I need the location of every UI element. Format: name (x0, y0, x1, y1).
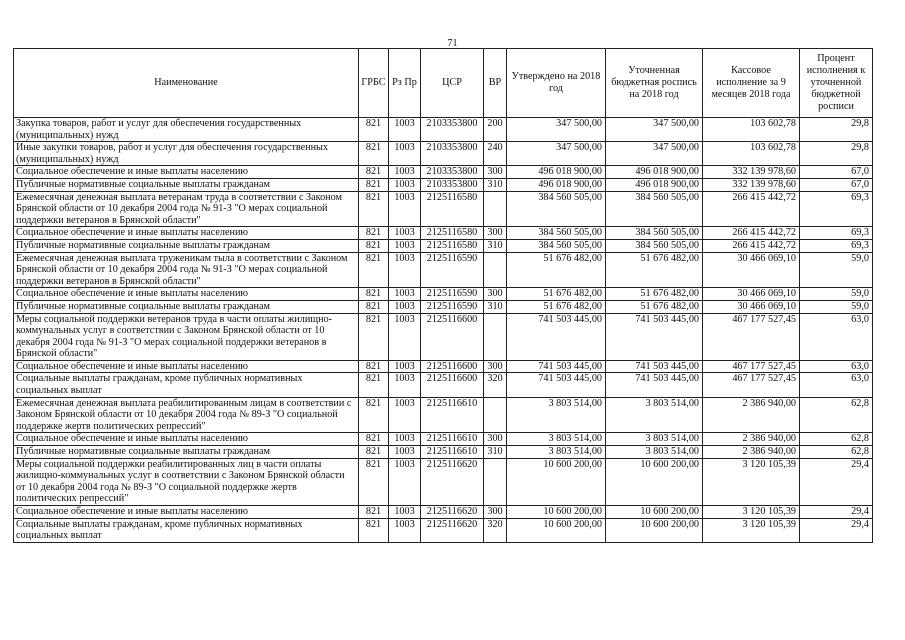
row-grbs-cell: 821 (359, 288, 389, 301)
row-percent-cell: 67,0 (800, 178, 873, 191)
row-rzpr-cell: 1003 (389, 433, 421, 446)
row-vr-cell: 310 (484, 446, 507, 459)
row-vr-cell: 200 (484, 118, 507, 142)
row-vr-cell: 300 (484, 288, 507, 301)
row-refined-cell: 741 503 445,00 (606, 313, 703, 360)
row-cash-cell: 2 386 940,00 (703, 397, 800, 433)
row-grbs-cell: 821 (359, 166, 389, 179)
row-csr-cell: 2103353800 (421, 166, 484, 179)
row-rzpr-cell: 1003 (389, 446, 421, 459)
row-rzpr-cell: 1003 (389, 518, 421, 542)
header-refined: Уточненная бюджетная роспись на 2018 год (606, 49, 703, 118)
table-row (14, 458, 873, 505)
row-percent-cell: 29,8 (800, 142, 873, 166)
row-approved-cell: 51 676 482,00 (507, 252, 606, 288)
row-refined-cell: 51 676 482,00 (606, 252, 703, 288)
header-rzpr: Рз Пр (389, 49, 421, 118)
row-cash-cell: 467 177 527,45 (703, 360, 800, 373)
row-name-cell: Ежемесячная денежная выплата труженикам тыла в соответствии с Законом Брянской области от 10 декабря 2004 года № 91-З "О мерах социальной поддержки ветеранов в Брянской области" (14, 252, 359, 288)
row-cash-cell: 467 177 527,45 (703, 313, 800, 360)
row-approved-cell: 496 018 900,00 (507, 166, 606, 179)
row-csr-cell: 2125116620 (421, 518, 484, 542)
row-rzpr-cell: 1003 (389, 239, 421, 252)
header-row (14, 49, 873, 118)
header-percent: Процент исполнения к уточненной бюджетной росписи (800, 49, 873, 118)
row-csr-cell: 2125116610 (421, 433, 484, 446)
row-grbs-cell: 821 (359, 446, 389, 459)
row-percent-cell: 29,4 (800, 506, 873, 519)
table-row (14, 142, 873, 166)
header-vr: ВР (484, 49, 507, 118)
row-approved-cell: 384 560 505,00 (507, 191, 606, 227)
row-approved-cell: 384 560 505,00 (507, 227, 606, 240)
row-vr-cell: 310 (484, 300, 507, 313)
row-cash-cell: 30 466 069,10 (703, 252, 800, 288)
row-grbs-cell: 821 (359, 178, 389, 191)
row-approved-cell: 3 803 514,00 (507, 397, 606, 433)
row-grbs-cell: 821 (359, 433, 389, 446)
row-vr-cell: 240 (484, 142, 507, 166)
row-cash-cell: 103 602,78 (703, 142, 800, 166)
table-row (14, 178, 873, 191)
row-refined-cell: 347 500,00 (606, 142, 703, 166)
row-refined-cell: 51 676 482,00 (606, 300, 703, 313)
row-csr-cell: 2103353800 (421, 142, 484, 166)
table-row (14, 313, 873, 360)
row-csr-cell: 2125116620 (421, 458, 484, 505)
row-refined-cell: 3 803 514,00 (606, 397, 703, 433)
row-rzpr-cell: 1003 (389, 397, 421, 433)
row-name-cell: Социальные выплаты гражданам, кроме публичных нормативных социальных выплат (14, 518, 359, 542)
row-refined-cell: 10 600 200,00 (606, 506, 703, 519)
row-grbs-cell: 821 (359, 239, 389, 252)
row-refined-cell: 3 803 514,00 (606, 433, 703, 446)
row-cash-cell: 266 415 442,72 (703, 239, 800, 252)
row-name-cell: Иные закупки товаров, работ и услуг для обеспечения государственных (муниципальных) нужд (14, 142, 359, 166)
row-refined-cell: 10 600 200,00 (606, 458, 703, 505)
row-approved-cell: 496 018 900,00 (507, 178, 606, 191)
row-rzpr-cell: 1003 (389, 300, 421, 313)
row-grbs-cell: 821 (359, 518, 389, 542)
row-cash-cell: 266 415 442,72 (703, 191, 800, 227)
row-vr-cell (484, 397, 507, 433)
table-body (14, 118, 873, 543)
table-row (14, 360, 873, 373)
row-name-cell: Социальное обеспечение и иные выплаты населению (14, 506, 359, 519)
row-approved-cell: 51 676 482,00 (507, 300, 606, 313)
table-row (14, 518, 873, 542)
row-refined-cell: 384 560 505,00 (606, 227, 703, 240)
row-percent-cell: 29,8 (800, 118, 873, 142)
table-row (14, 166, 873, 179)
row-vr-cell (484, 458, 507, 505)
row-vr-cell: 300 (484, 166, 507, 179)
row-name-cell: Меры социальной поддержки реабилитированных лиц в части оплаты жилищно-коммунальных услуг в соответствии с Законом Брянской области от 10 декабря 2004 года № 89-З "О социальной поддержке жертв политических репрессий" (14, 458, 359, 505)
row-cash-cell: 266 415 442,72 (703, 227, 800, 240)
row-cash-cell: 467 177 527,45 (703, 373, 800, 397)
row-percent-cell: 29,4 (800, 518, 873, 542)
row-approved-cell: 3 803 514,00 (507, 433, 606, 446)
table-row (14, 506, 873, 519)
row-vr-cell: 320 (484, 373, 507, 397)
row-name-cell: Социальное обеспечение и иные выплаты населению (14, 433, 359, 446)
row-rzpr-cell: 1003 (389, 118, 421, 142)
row-name-cell: Социальное обеспечение и иные выплаты населению (14, 227, 359, 240)
row-name-cell: Публичные нормативные социальные выплаты гражданам (14, 178, 359, 191)
row-percent-cell: 29,4 (800, 458, 873, 505)
row-rzpr-cell: 1003 (389, 313, 421, 360)
row-csr-cell: 2125116590 (421, 252, 484, 288)
row-cash-cell: 103 602,78 (703, 118, 800, 142)
row-cash-cell: 332 139 978,60 (703, 166, 800, 179)
row-vr-cell (484, 252, 507, 288)
row-percent-cell: 67,0 (800, 166, 873, 179)
row-csr-cell: 2125116610 (421, 397, 484, 433)
row-approved-cell: 741 503 445,00 (507, 373, 606, 397)
row-refined-cell: 496 018 900,00 (606, 178, 703, 191)
table-row (14, 300, 873, 313)
row-percent-cell: 59,0 (800, 252, 873, 288)
row-percent-cell: 63,0 (800, 360, 873, 373)
row-rzpr-cell: 1003 (389, 458, 421, 505)
row-approved-cell: 741 503 445,00 (507, 313, 606, 360)
table-row (14, 373, 873, 397)
row-name-cell: Социальное обеспечение и иные выплаты населению (14, 288, 359, 301)
row-vr-cell: 320 (484, 518, 507, 542)
budget-table (13, 48, 873, 543)
table-row (14, 191, 873, 227)
row-name-cell: Публичные нормативные социальные выплаты гражданам (14, 446, 359, 459)
row-grbs-cell: 821 (359, 397, 389, 433)
row-csr-cell: 2125116610 (421, 446, 484, 459)
row-name-cell: Социальное обеспечение и иные выплаты населению (14, 166, 359, 179)
row-percent-cell: 69,3 (800, 191, 873, 227)
table-row (14, 227, 873, 240)
table-row (14, 446, 873, 459)
row-vr-cell: 300 (484, 433, 507, 446)
row-rzpr-cell: 1003 (389, 373, 421, 397)
row-csr-cell: 2103353800 (421, 118, 484, 142)
table-row (14, 252, 873, 288)
row-name-cell: Ежемесячная денежная выплата ветеранам труда в соответствии с Законом Брянской области от 10 декабря 2004 года № 91-З "О мерах социальной поддержки ветеранов в Брянской области" (14, 191, 359, 227)
row-refined-cell: 3 803 514,00 (606, 446, 703, 459)
table-row (14, 433, 873, 446)
row-rzpr-cell: 1003 (389, 506, 421, 519)
row-vr-cell: 300 (484, 506, 507, 519)
row-name-cell: Публичные нормативные социальные выплаты гражданам (14, 300, 359, 313)
row-grbs-cell: 821 (359, 313, 389, 360)
row-cash-cell: 3 120 105,39 (703, 458, 800, 505)
row-vr-cell: 300 (484, 360, 507, 373)
header-grbs: ГРБС (359, 49, 389, 118)
row-name-cell: Меры социальной поддержки ветеранов труда в части оплаты жилищно-коммунальных услуг в соответствии с Законом Брянской области от 10 декабря 2004 года № 91-З "О мерах социальной поддержки ветеранов в Брянской области" (14, 313, 359, 360)
row-percent-cell: 59,0 (800, 288, 873, 301)
row-rzpr-cell: 1003 (389, 252, 421, 288)
row-vr-cell: 300 (484, 227, 507, 240)
row-vr-cell (484, 191, 507, 227)
header-approved: Утверждено на 2018 год (507, 49, 606, 118)
row-cash-cell: 2 386 940,00 (703, 433, 800, 446)
table-row (14, 239, 873, 252)
row-percent-cell: 69,3 (800, 227, 873, 240)
row-percent-cell: 63,0 (800, 373, 873, 397)
row-rzpr-cell: 1003 (389, 166, 421, 179)
row-csr-cell: 2125116600 (421, 373, 484, 397)
row-grbs-cell: 821 (359, 227, 389, 240)
row-percent-cell: 69,3 (800, 239, 873, 252)
row-name-cell: Ежемесячная денежная выплата реабилитированным лицам в соответствии с Законом Брянской области от 10 декабря 2004 года № 89-З "О социальной поддержке жертв политических репрессий" (14, 397, 359, 433)
row-grbs-cell: 821 (359, 360, 389, 373)
header-cash: Кассовое исполнение за 9 месяцев 2018 года (703, 49, 800, 118)
row-cash-cell: 3 120 105,39 (703, 506, 800, 519)
row-approved-cell: 384 560 505,00 (507, 239, 606, 252)
row-refined-cell: 741 503 445,00 (606, 360, 703, 373)
row-vr-cell: 310 (484, 239, 507, 252)
row-approved-cell: 347 500,00 (507, 118, 606, 142)
header-name: Наименование (14, 49, 359, 118)
row-percent-cell: 62,8 (800, 397, 873, 433)
row-percent-cell: 63,0 (800, 313, 873, 360)
row-refined-cell: 347 500,00 (606, 118, 703, 142)
row-refined-cell: 384 560 505,00 (606, 239, 703, 252)
row-grbs-cell: 821 (359, 458, 389, 505)
row-refined-cell: 51 676 482,00 (606, 288, 703, 301)
row-csr-cell: 2103353800 (421, 178, 484, 191)
row-approved-cell: 10 600 200,00 (507, 518, 606, 542)
row-grbs-cell: 821 (359, 506, 389, 519)
row-csr-cell: 2125116600 (421, 360, 484, 373)
row-grbs-cell: 821 (359, 191, 389, 227)
table-row (14, 397, 873, 433)
row-approved-cell: 51 676 482,00 (507, 288, 606, 301)
row-cash-cell: 3 120 105,39 (703, 518, 800, 542)
row-grbs-cell: 821 (359, 252, 389, 288)
row-grbs-cell: 821 (359, 118, 389, 142)
row-csr-cell: 2125116620 (421, 506, 484, 519)
row-approved-cell: 741 503 445,00 (507, 360, 606, 373)
row-percent-cell: 62,8 (800, 446, 873, 459)
table-row (14, 288, 873, 301)
row-approved-cell: 10 600 200,00 (507, 458, 606, 505)
row-rzpr-cell: 1003 (389, 191, 421, 227)
row-percent-cell: 62,8 (800, 433, 873, 446)
row-csr-cell: 2125116590 (421, 288, 484, 301)
row-refined-cell: 384 560 505,00 (606, 191, 703, 227)
header-csr: ЦСР (421, 49, 484, 118)
row-csr-cell: 2125116580 (421, 227, 484, 240)
row-name-cell: Закупка товаров, работ и услуг для обеспечения государственных (муниципальных) нужд (14, 118, 359, 142)
row-csr-cell: 2125116600 (421, 313, 484, 360)
row-rzpr-cell: 1003 (389, 142, 421, 166)
row-name-cell: Социальные выплаты гражданам, кроме публичных нормативных социальных выплат (14, 373, 359, 397)
row-grbs-cell: 821 (359, 373, 389, 397)
row-refined-cell: 496 018 900,00 (606, 166, 703, 179)
page-number: 71 (447, 38, 458, 49)
row-cash-cell: 30 466 069,10 (703, 288, 800, 301)
row-approved-cell: 10 600 200,00 (507, 506, 606, 519)
row-csr-cell: 2125116590 (421, 300, 484, 313)
row-approved-cell: 347 500,00 (507, 142, 606, 166)
row-name-cell: Социальное обеспечение и иные выплаты населению (14, 360, 359, 373)
table-row (14, 118, 873, 142)
row-vr-cell: 310 (484, 178, 507, 191)
row-csr-cell: 2125116580 (421, 239, 484, 252)
row-grbs-cell: 821 (359, 300, 389, 313)
row-cash-cell: 332 139 978,60 (703, 178, 800, 191)
row-cash-cell: 2 386 940,00 (703, 446, 800, 459)
row-vr-cell (484, 313, 507, 360)
row-refined-cell: 741 503 445,00 (606, 373, 703, 397)
row-refined-cell: 10 600 200,00 (606, 518, 703, 542)
row-csr-cell: 2125116580 (421, 191, 484, 227)
row-rzpr-cell: 1003 (389, 360, 421, 373)
row-name-cell: Публичные нормативные социальные выплаты гражданам (14, 239, 359, 252)
row-grbs-cell: 821 (359, 142, 389, 166)
row-rzpr-cell: 1003 (389, 227, 421, 240)
row-rzpr-cell: 1003 (389, 288, 421, 301)
row-percent-cell: 59,0 (800, 300, 873, 313)
row-approved-cell: 3 803 514,00 (507, 446, 606, 459)
row-rzpr-cell: 1003 (389, 178, 421, 191)
row-cash-cell: 30 466 069,10 (703, 300, 800, 313)
